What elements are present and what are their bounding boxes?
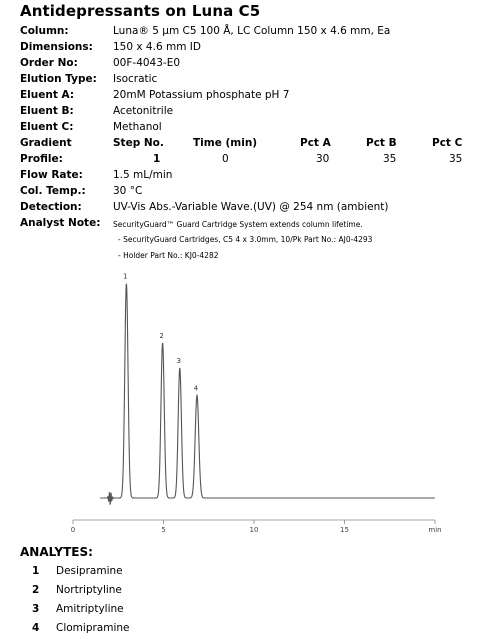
profile-pct-a: 30 (316, 153, 330, 165)
analyst-note-text: SecurityGuard™ Guard Cartridge System extends column lifetime. (113, 220, 363, 229)
info-value: Acetonitrile (113, 105, 174, 117)
info-value: Luna® 5 µm C5 100 Å, LC Column 150 x 4.6 mm, Ea (113, 25, 391, 37)
analyst-note (20, 217, 480, 230)
peak-label: 2 (159, 331, 164, 340)
gradient-header-row (20, 137, 480, 150)
gradient-label: Gradient (20, 137, 72, 149)
info-label: Order No: (20, 57, 78, 69)
info-label: Dimensions: (20, 41, 93, 53)
x-tick-label: 0 (70, 526, 76, 534)
info-label: Eluent C: (20, 121, 74, 133)
profile-label: Profile: (20, 153, 63, 165)
chromatogram-plot (71, 273, 442, 534)
analyst-note-cartridges: - SecurityGuard Cartridges, C5 4 x 3.0mm, 10/Pk Part No.: AJ0-4293 (118, 235, 373, 244)
profile-time: 0 (222, 153, 229, 165)
analytes-heading: ANALYTES: (20, 545, 93, 559)
profile-pct-c: 35 (449, 153, 463, 165)
analyte-name: Amitriptyline (56, 603, 124, 615)
page-title: Antidepressants on Luna C5 (20, 2, 261, 20)
x-tick-label: min (428, 526, 442, 534)
info-label: Detection: (20, 201, 82, 213)
info-value: UV-Vis Abs.-Variable Wave.(UV) @ 254 nm (ambient) (113, 201, 389, 213)
info-value: Isocratic (113, 73, 158, 85)
analyst-note-holder: - Holder Part No.: KJ0-4282 (118, 251, 219, 260)
info-label: Col. Temp.: (20, 185, 86, 197)
info-value: 30 °C (113, 185, 143, 197)
analyte-name: Desipramine (56, 565, 123, 577)
analyte-item (32, 584, 122, 596)
info-label: Elution Type: (20, 73, 97, 85)
chromatogram-chart (60, 258, 444, 538)
analyte-item (32, 622, 130, 634)
analyte-number: 3 (32, 603, 40, 615)
analyte-number: 2 (32, 584, 40, 596)
analyte-name: Nortriptyline (56, 584, 122, 596)
profile-pct-b: 35 (383, 153, 397, 165)
analyte-name: Clomipramine (56, 622, 130, 634)
info-value: 20mM Potassium phosphate pH 7 (113, 89, 290, 101)
peak-label: 4 (193, 384, 199, 393)
x-tick-label: 10 (249, 526, 259, 534)
profile-step: 1 (153, 153, 161, 165)
gradient-header: Pct A (300, 137, 331, 149)
peak-label: 1 (123, 272, 128, 281)
gradient-header: Pct C (432, 137, 463, 149)
info-label: Eluent B: (20, 105, 74, 117)
gradient-profile-row (20, 153, 480, 166)
info-value: 150 x 4.6 mm ID (113, 41, 201, 53)
peak-label: 3 (176, 357, 182, 366)
gradient-header: Time (min) (193, 137, 258, 149)
info-label: Flow Rate: (20, 169, 83, 181)
gradient-header: Pct B (366, 137, 397, 149)
analyte-number: 1 (32, 565, 40, 577)
analyst-note-label: Analyst Note: (20, 217, 101, 229)
info-value: 00F-4043-E0 (113, 57, 181, 69)
info-value: 1.5 mL/min (113, 169, 173, 181)
info-value: Methanol (113, 121, 162, 133)
chromatogram-trace (100, 284, 435, 505)
analyte-item (32, 603, 124, 615)
info-label: Column: (20, 25, 69, 37)
x-tick-label: 15 (340, 526, 349, 534)
info-label: Eluent A: (20, 89, 75, 101)
analyte-item (32, 565, 123, 577)
x-tick-label: 5 (161, 526, 166, 534)
gradient-header: Step No. (113, 137, 164, 149)
analyte-number: 4 (32, 622, 40, 634)
